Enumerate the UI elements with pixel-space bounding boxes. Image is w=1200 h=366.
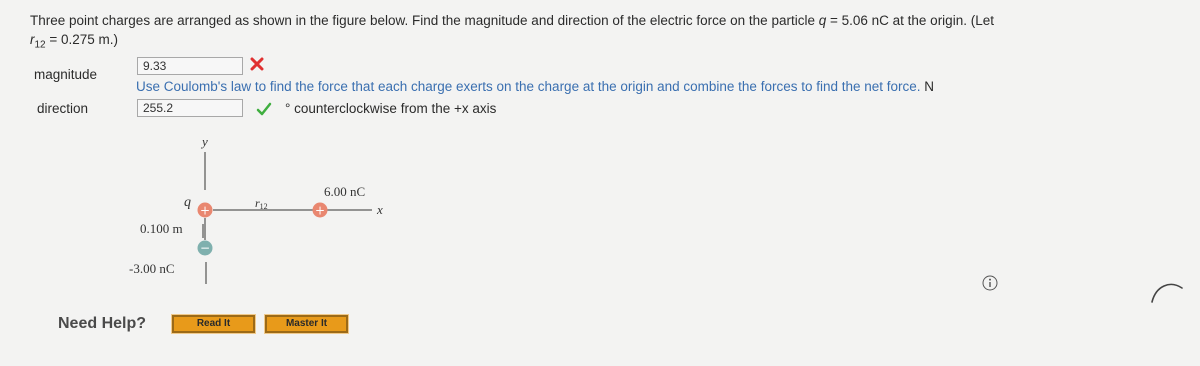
below-minus-sign: − (199, 241, 211, 255)
right-plus-sign: + (314, 203, 326, 218)
read-it-button[interactable]: Read It (172, 315, 255, 333)
r12-symbol: r (255, 196, 260, 210)
master-it-button[interactable]: Master It (265, 315, 348, 333)
direction-label: direction (37, 101, 89, 116)
below-negative-charge (198, 241, 213, 256)
x-axis-label: x (377, 202, 383, 217)
magnitude-unit: N (924, 79, 935, 94)
r-subscript: 12 (34, 39, 46, 51)
direction-answer-input[interactable]: 255.2 (137, 99, 243, 117)
feedback-text: Use Coulomb's law to find the force that each charge exerts on the charge at the origin and combine the forces to find the net force. (136, 79, 921, 94)
q-symbol: q (818, 13, 827, 28)
info-icon[interactable] (982, 275, 998, 291)
magnitude-label: magnitude (34, 67, 98, 82)
charge-below-label: -3.00 nC (129, 261, 175, 276)
question-text-charge: = 5.06 nC at the origin. (Let (826, 13, 994, 28)
r-value: = 0.275 m.) (45, 32, 119, 47)
question-text-intro: Three point charges are arranged as shown in the figure below. Find the magnitude and direction of the electric force on the particle (30, 13, 819, 28)
r-symbol: r (30, 32, 35, 47)
charge-right-label: 6.00 nC (324, 184, 366, 199)
charge-diagram (0, 0, 420, 300)
r12-subscript: 12 (259, 202, 268, 211)
magnitude-answer-input[interactable]: 9.33 (137, 57, 243, 75)
direction-unit: ° counterclockwise from the +x axis (285, 101, 497, 116)
r12-label (255, 196, 268, 211)
origin-positive-charge (198, 203, 213, 218)
need-help-label: Need Help? (58, 315, 147, 332)
y-axis-label: y (202, 134, 208, 149)
right-positive-charge (313, 203, 328, 218)
scribble-mark (1148, 276, 1188, 306)
origin-plus-sign: + (199, 203, 211, 218)
distance-label: 0.100 m (140, 221, 183, 236)
charge-q-label: q (184, 195, 191, 210)
